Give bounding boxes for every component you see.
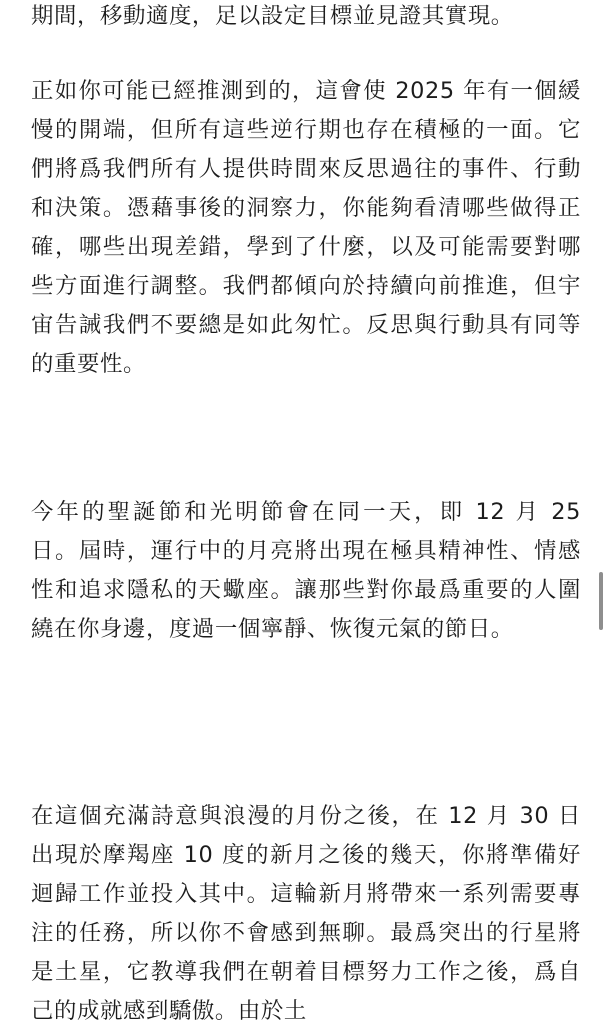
- vertical-scrollbar-thumb[interactable]: [599, 572, 603, 630]
- article-paragraph-3: 今年的聖誕節和光明節會在同一天，即 12 月 25 日。屆時，運行中的月亮將出現在極具精神性、情感性和追求隱私的天蠍座。讓那些對你最爲重要的人圍繞在你身邊，度過一個寧靜、恢復元氣的節日。: [31, 499, 581, 642]
- article-paragraph-2: 正如你可能已經推測到的，這會使 2025 年有一個緩慢的開端，但所有這些逆行期也存在積極的一面。它們將爲我們所有人提供時間來反思過往的事件、行動和決策。憑藉事後的洞察力，你能夠看清哪些做得正確，哪些出現差錯，學到了什麼，以及可能需要對哪些方面進行調整。我們都傾向於持續向前推進，但宇宙告誡我們不要總是如此匆忙。反思與行動具有同等的重要性。: [31, 78, 581, 377]
- article-paragraph-4: 在這個充滿詩意與浪漫的月份之後，在 12 月 30 日出現於摩羯座 10 度的新月之後的幾天，你將準備好迴歸工作並投入其中。這輪新月將帶來一系列需要專注的任務，所以你不會感到無聊。最爲突出的行星將是土星，它教導我們在朝着目標努力工作之後，爲自己的成就感到驕傲。由於土: [31, 803, 581, 1024]
- article-paragraph-1: 期間，移動適度，足以設定目標並見證其實現。: [31, 3, 514, 29]
